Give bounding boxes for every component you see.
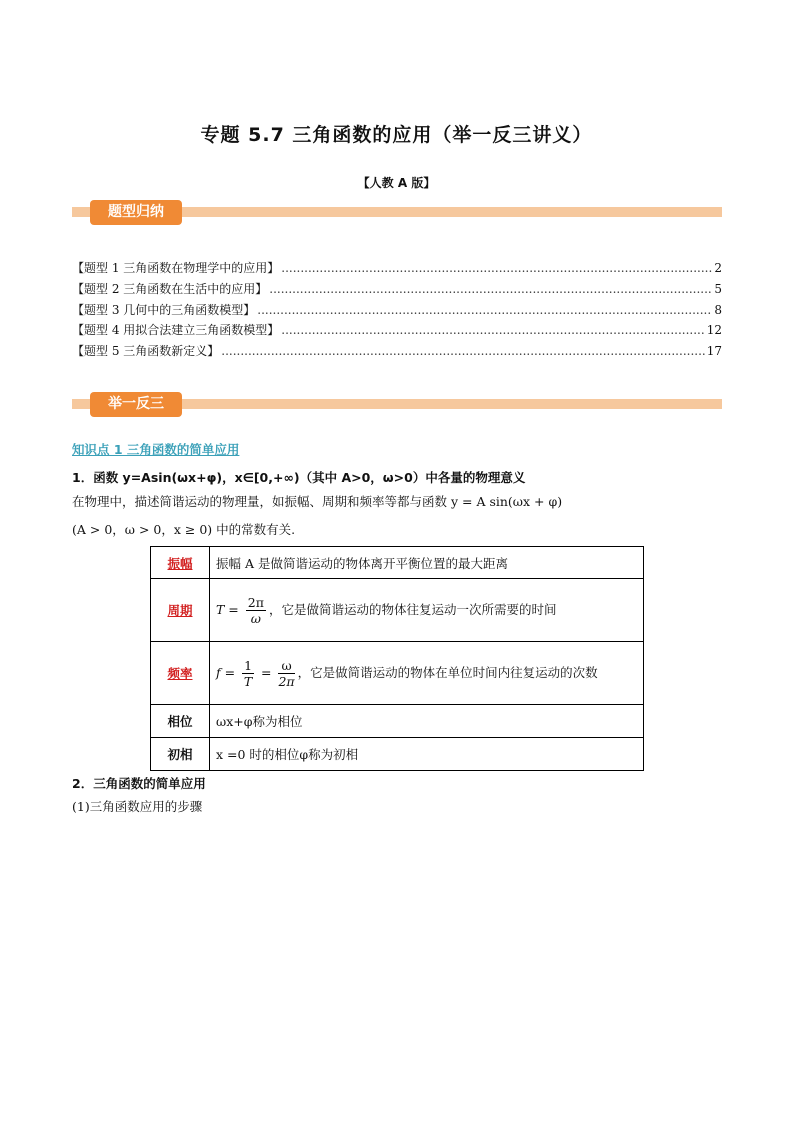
table-of-contents [72,259,722,363]
equals-sign: = [261,664,272,680]
term-label: 周期 [167,603,193,618]
toc-item-label: 【题型 3 几何中的三角函数模型】 [72,302,256,317]
toc-item-label: 【题型 5 三角函数新定义】 [72,344,220,359]
toc-item-label: 【题型 2 三角函数在生活中的应用】 [72,281,268,296]
toc-item-page: 2 [714,261,722,275]
definition-cell [210,642,644,705]
knowledge-point-heading: 知识点 1 三角函数的简单应用 [72,442,240,457]
definition-cell: x =0 时的相位φ称为初相 [210,738,644,771]
toc-item[interactable] [72,342,722,363]
term-cell [151,547,210,579]
toc-item-page: 8 [714,302,722,317]
formula-lhs: T = [216,601,239,617]
term-label: 振幅 [167,555,193,571]
fraction-numerator: 2π [247,594,264,610]
toc-item[interactable] [72,259,722,280]
toc-leader [281,261,712,275]
term-label: 频率 [167,666,193,681]
definition-cell: 振幅 A 是做简谐运动的物体离开平衡位置的最大距离 [210,547,644,579]
fraction [246,595,266,626]
table-row [151,705,644,738]
formula-lhs: f = [216,664,236,680]
toc-item-page: 5 [714,281,722,296]
term-cell [151,579,210,642]
fraction [278,658,294,689]
toc-leader [269,282,712,296]
fraction-numerator: ω [278,658,294,674]
paragraph-line: (A > 0，ω > 0，x ≥ 0) 中的常数有关. [72,522,296,537]
section-banner-examples [72,392,722,418]
table-row [151,547,644,579]
table-row [151,579,644,642]
fraction-denominator: 2π [278,673,295,689]
toc-leader [257,303,712,317]
term-cell: 初相 [151,738,210,771]
table-row [151,642,644,705]
toc-item[interactable] [72,280,722,301]
toc-leader [281,323,704,337]
section-2-title: 2．三角函数的简单应用 [72,776,206,791]
page-title: 专题 5.7 三角函数的应用（举一反三讲义） [200,124,593,146]
table-row [151,738,644,771]
section-banner-types [72,200,722,226]
section-1-title: 1．函数 y=Asin(ωx+φ)，x∈[0,+∞)（其中 A>0，ω>0）中各量的物理意义 [72,470,526,485]
definition-text: ，它是做简谐运动的物体往复运动一次所需要的时间 [268,601,557,617]
fraction [242,658,254,689]
toc-item-page: 12 [706,323,722,338]
term-cell [151,642,210,705]
banner-label: 举一反三 [90,392,182,417]
definition-cell [210,579,644,642]
fraction-denominator: T [243,673,253,689]
fraction-numerator: 1 [244,657,253,673]
definition-cell: ωx+φ称为相位 [210,705,644,738]
physics-meaning-table [150,546,644,771]
banner-label: 题型归纳 [90,200,182,225]
toc-item[interactable] [72,321,722,342]
paragraph-line: 在物理中，描述简谐运动的物理量，如振幅、周期和频率等都与函数 y = A sin(ωx + φ) [72,494,563,509]
definition-text: ，它是做简谐运动的物体在单位时间内往复运动的次数 [297,664,598,680]
subsection-title: (1)三角函数应用的步骤 [72,799,203,814]
toc-item-label: 【题型 4 用拟合法建立三角函数模型】 [72,323,280,338]
toc-item-label: 【题型 1 三角函数在物理学中的应用】 [72,261,280,275]
fraction-denominator: ω [250,610,261,626]
edition-label: 【人教 A 版】 [357,176,436,190]
term-cell: 相位 [151,705,210,738]
toc-item[interactable] [72,301,722,322]
toc-item-page: 17 [706,344,722,359]
toc-leader [221,344,704,358]
